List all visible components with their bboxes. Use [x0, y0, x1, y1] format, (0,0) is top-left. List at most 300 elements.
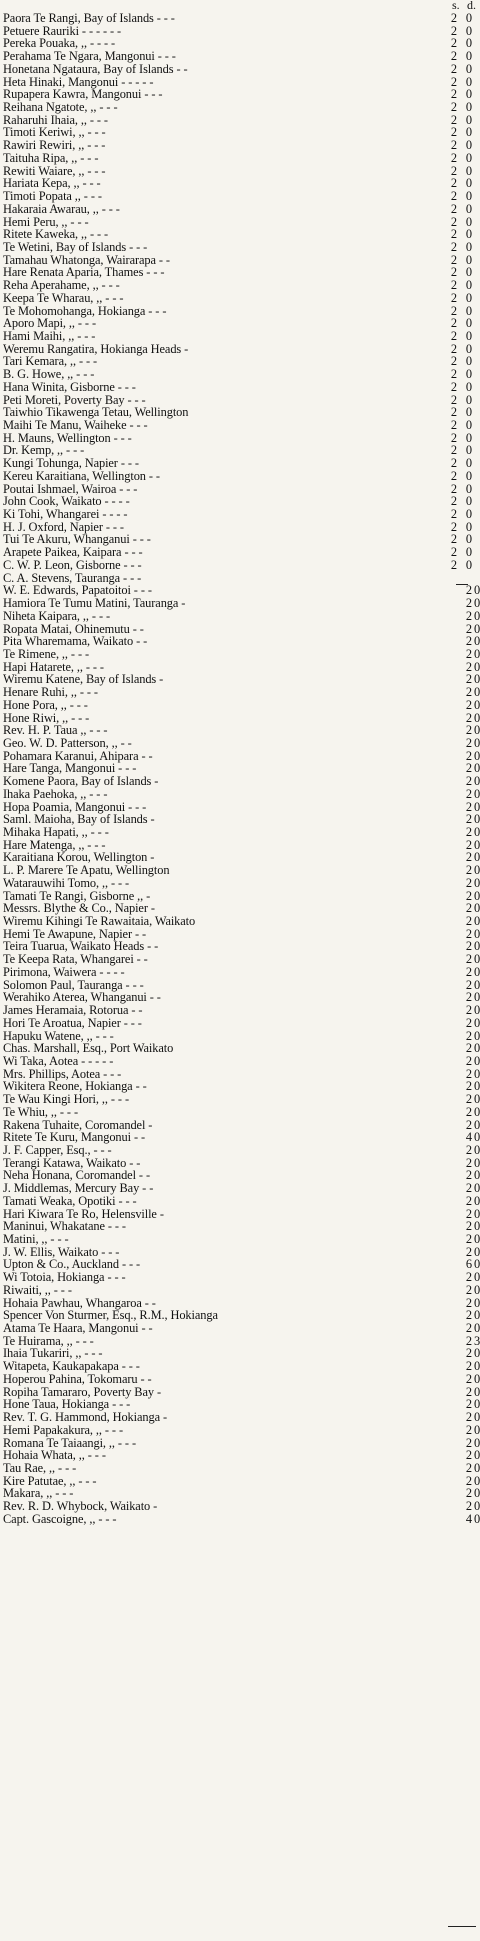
subscriber-name: Henare Ruhi, ,, - - -	[3, 685, 98, 700]
pence-amount: 0	[474, 1308, 480, 1323]
list-item	[0, 63, 478, 76]
list-item	[0, 1373, 478, 1386]
shillings-amount: 2	[465, 977, 473, 992]
shillings-amount: 2	[465, 710, 473, 725]
list-item	[0, 788, 478, 801]
list-item	[0, 1271, 478, 1284]
subscriber-name: Hone Taua, Hokianga - - -	[3, 1397, 131, 1412]
pence-amount: 0	[465, 545, 473, 560]
pence-amount: 0	[465, 405, 473, 420]
list-item	[0, 241, 478, 254]
pence-amount: 0	[474, 812, 480, 827]
pence-amount: 0	[474, 1295, 480, 1310]
pence-amount: 0	[474, 1282, 480, 1297]
list-item	[0, 1500, 478, 1513]
shillings-amount: 2	[450, 367, 458, 382]
list-item	[0, 559, 478, 572]
subscriber-name: C. W. P. Leon, Gisborne - - -	[3, 557, 142, 572]
subscriber-name: Te Huirama, ,, - - -	[3, 1333, 94, 1348]
shillings-amount: 2	[450, 163, 458, 178]
pence-amount: 0	[465, 87, 473, 102]
pence-amount: 0	[465, 328, 473, 343]
pence-amount: 0	[474, 1511, 480, 1526]
list-item	[0, 330, 478, 343]
pence-amount: 0	[474, 646, 480, 661]
pence-amount: 0	[474, 1257, 480, 1272]
pence-amount: 0	[465, 456, 473, 471]
shillings-amount: 2	[465, 1155, 473, 1170]
subscriber-name: Hana Winita, Gisborne - - -	[3, 379, 136, 394]
pence-amount: 0	[474, 1499, 480, 1514]
subscriber-name: Teira Tuarua, Waikato Heads - -	[3, 939, 159, 954]
shillings-amount: 2	[465, 939, 473, 954]
subscriber-name: Te Rimene, ,, - - -	[3, 646, 90, 661]
shillings-amount: 2	[465, 774, 473, 789]
list-item	[0, 610, 478, 623]
shillings-amount: 2	[465, 926, 473, 941]
subscriber-name: Hopa Poamia, Mangonui - - -	[3, 799, 147, 814]
shillings-amount: 2	[450, 532, 458, 547]
subscriber-name: Taiwhio Tikawenga Tetau, Wellington	[3, 405, 189, 420]
pence-amount: 0	[465, 163, 473, 178]
subscriber-name: Mrs. Phillips, Aotea - - -	[3, 1066, 122, 1081]
shillings-amount: 2	[450, 138, 458, 153]
shillings-amount: 2	[465, 1066, 473, 1081]
list-item	[0, 775, 478, 788]
subscriber-name: Hare Matenga, ,, - - -	[3, 837, 106, 852]
subscriber-name: Hohaia Whata, ,, - - -	[3, 1448, 106, 1463]
subscriber-name: Hapi Hatarete, ,, - - -	[3, 659, 104, 674]
shillings-amount: 2	[450, 379, 458, 394]
shillings-amount: 2	[450, 519, 458, 534]
subscriber-name: Perahama Te Ngara, Mangonui - - -	[3, 49, 176, 64]
shillings-amount: 2	[450, 214, 458, 229]
subscriber-name: Te Wetini, Bay of Islands - - -	[3, 239, 148, 254]
pence-amount: 0	[474, 1219, 480, 1234]
subscriber-name: Messrs. Blythe & Co., Napier -	[3, 901, 155, 916]
subscriber-name: Arapete Paikea, Kaipara - - -	[3, 545, 143, 560]
subscriber-name: Te Wau Kingi Hori, ,, - - -	[3, 1092, 129, 1107]
pence-amount: 0	[465, 379, 473, 394]
pence-amount: 0	[465, 507, 473, 522]
subscriber-name: Hoperou Pahina, Tokomaru - -	[3, 1371, 152, 1386]
subscriber-name: Makara, ,, - - -	[3, 1486, 74, 1501]
subscriber-name: Rev. R. D. Whybock, Waikato -	[3, 1499, 158, 1514]
pence-amount: 0	[474, 786, 480, 801]
list-item	[0, 546, 478, 559]
shillings-amount: 2	[465, 875, 473, 890]
pence-amount: 0	[474, 926, 480, 941]
subscriber-name: Watarauwihi Tomo, ,, - - -	[3, 875, 130, 890]
subscriber-name: Riwaiti, ,, - - -	[3, 1282, 72, 1297]
pence-amount: 0	[465, 265, 473, 280]
pence-amount: 0	[474, 1015, 480, 1030]
shillings-amount: 2	[465, 646, 473, 661]
subscriber-name: Hariata Kepa, ,, - - -	[3, 176, 101, 191]
subscriber-name: Hori Te Aroatua, Napier - - -	[3, 1015, 142, 1030]
pence-amount: 0	[474, 888, 480, 903]
list-item	[0, 1195, 478, 1208]
subscriber-name: Hemi Papakakura, ,, - - -	[3, 1422, 123, 1437]
pence-amount: 0	[474, 1053, 480, 1068]
list-item	[0, 1144, 478, 1157]
subscriber-list	[0, 12, 478, 1526]
pence-amount: 0	[474, 1270, 480, 1285]
subscriber-name: C. A. Stevens, Tauranga - - -	[3, 570, 142, 585]
subscriber-name: Maihi Te Manu, Waiheke - - -	[3, 418, 148, 432]
subscriber-name: James Heramaia, Rotorua - -	[3, 1003, 143, 1018]
pence-amount: 0	[474, 710, 480, 725]
list-item	[0, 368, 478, 381]
shillings-amount: 2	[465, 990, 473, 1005]
shillings-amount: 2	[450, 328, 458, 343]
shillings-amount: 2	[450, 74, 458, 89]
pence-amount: 0	[465, 201, 473, 216]
shillings-amount: 2	[465, 685, 473, 700]
pence-amount: 0	[474, 1003, 480, 1018]
pence-amount: 0	[474, 608, 480, 623]
shillings-amount: 2	[450, 405, 458, 420]
pence-amount: 0	[465, 100, 473, 115]
pence-amount: 0	[474, 837, 480, 852]
subscriber-name: Honetana Ngataura, Bay of Islands - -	[3, 61, 188, 76]
list-item	[0, 966, 478, 979]
shillings-amount: 2	[465, 761, 473, 776]
pence-amount: 0	[474, 583, 480, 598]
shillings-amount: 2	[465, 1422, 473, 1437]
pence-amount: 0	[474, 697, 480, 712]
shillings-amount: 2	[465, 1460, 473, 1475]
subscriber-name: Ritete Te Kuru, Mangonui - -	[3, 1130, 146, 1145]
subscriber-name: Maninui, Whakatane - - -	[3, 1219, 126, 1234]
subscriber-name: Karaitiana Korou, Wellington -	[3, 850, 155, 865]
shillings-amount: 2	[450, 176, 458, 191]
list-item	[0, 381, 478, 394]
pence-amount: 3	[474, 1333, 480, 1348]
pence-amount: 0	[474, 1422, 480, 1437]
subscriber-name: Atama Te Haara, Mangonui - -	[3, 1321, 153, 1336]
subscriber-name: Raharuhi Ihaia, ,, - - -	[3, 112, 108, 127]
shillings-amount: 2	[465, 1181, 473, 1196]
subscriber-name: J. Middlemas, Mercury Bay - -	[3, 1181, 154, 1196]
shillings-amount: 2	[450, 481, 458, 496]
shillings-header: s.	[452, 0, 460, 12]
shillings-amount: 4	[465, 1511, 473, 1526]
subscriber-name: Pereka Pouaka, ,, - - - -	[3, 36, 116, 51]
subscriber-name: Mihaka Hapati, ,, - - -	[3, 825, 109, 839]
list-item	[0, 1411, 478, 1424]
subscriber-name: Te Whiu, ,, - - -	[3, 1104, 78, 1119]
shillings-amount: 2	[465, 1053, 473, 1068]
list-item	[0, 1106, 478, 1119]
shillings-amount: 2	[450, 354, 458, 369]
shillings-amount: 2	[450, 252, 458, 267]
subscriber-name: Saml. Maioha, Bay of Islands -	[3, 812, 155, 827]
list-item	[0, 826, 478, 839]
subscriber-name: Tari Kemara, ,, - - -	[3, 354, 98, 369]
pence-amount: 0	[474, 1359, 480, 1374]
shillings-amount: 2	[450, 316, 458, 331]
pence-amount: 0	[465, 176, 473, 191]
pence-amount: 0	[465, 418, 473, 432]
pence-amount: 0	[465, 189, 473, 204]
pence-amount: 0	[474, 1155, 480, 1170]
pence-amount: 0	[465, 150, 473, 165]
shillings-amount: 2	[450, 227, 458, 242]
pence-amount: 0	[465, 481, 473, 496]
shillings-amount: 2	[465, 1003, 473, 1018]
pence-amount: 0	[474, 863, 480, 878]
subscriber-name: Ropata Matai, Ohinemutu - -	[3, 621, 144, 636]
pence-amount: 0	[474, 1435, 480, 1450]
shillings-amount: 2	[450, 418, 458, 432]
shillings-amount: 2	[450, 125, 458, 140]
pence-amount: 0	[474, 1244, 480, 1259]
shillings-amount: 2	[465, 1206, 473, 1221]
pence-amount: 0	[474, 1346, 480, 1361]
pence-amount: 0	[465, 303, 473, 318]
pence-header: d.	[467, 0, 476, 12]
list-item	[0, 101, 478, 114]
list-item	[0, 737, 478, 750]
shillings-amount: 2	[450, 430, 458, 445]
pence-amount: 0	[474, 1142, 480, 1157]
list-item	[0, 1093, 478, 1106]
pence-amount: 0	[474, 723, 480, 738]
pence-amount: 0	[474, 952, 480, 967]
subscriber-name: Wiremu Kihingi Te Rawaitaia, Waikato	[3, 914, 196, 929]
list-item	[0, 470, 478, 483]
subscriber-name: L. P. Marere Te Apatu, Wellington	[3, 863, 170, 878]
pence-amount: 0	[465, 11, 473, 25]
subscriber-name: Hakaraia Awarau, ,, - - -	[3, 201, 120, 216]
shillings-amount: 2	[465, 1282, 473, 1297]
pence-amount: 0	[474, 1321, 480, 1336]
shillings-amount: 2	[450, 443, 458, 458]
shillings-amount: 2	[450, 23, 458, 38]
subscriber-name: Hemi Peru, ,, - - -	[3, 214, 89, 229]
subscriber-name: Hone Riwi, ,, - - -	[3, 710, 90, 725]
shillings-amount: 2	[465, 1410, 473, 1425]
pence-amount: 0	[465, 430, 473, 445]
shillings-amount: 2	[450, 201, 458, 216]
list-item	[0, 1513, 478, 1526]
shillings-amount: 2	[450, 100, 458, 115]
shillings-amount: 2	[450, 392, 458, 407]
shillings-amount: 2	[465, 825, 473, 839]
shillings-amount: 2	[450, 545, 458, 560]
shillings-amount: 2	[450, 468, 458, 483]
subscriber-name: Paora Te Rangi, Bay of Islands - - -	[3, 11, 175, 25]
pence-amount: 0	[474, 850, 480, 865]
shillings-amount: 4	[465, 1130, 473, 1145]
shillings-amount: 2	[450, 112, 458, 127]
pence-amount: 0	[465, 468, 473, 483]
shillings-amount: 2	[465, 1193, 473, 1208]
list-item	[0, 190, 478, 203]
shillings-amount: 2	[465, 952, 473, 967]
subscriber-name: Wikitera Reone, Hokianga - -	[3, 1079, 147, 1094]
shillings-amount: 2	[465, 748, 473, 763]
list-item	[0, 1322, 478, 1335]
shillings-amount: 2	[450, 278, 458, 293]
subscriber-name: B. G. Howe, ,, - - -	[3, 367, 95, 382]
pence-amount: 0	[474, 901, 480, 916]
shillings-amount: 2	[465, 1448, 473, 1463]
subscriber-name: Peti Moreti, Poverty Bay - - -	[3, 392, 146, 407]
subscriber-name: Hemi Te Awapune, Napier - -	[3, 926, 147, 941]
list-item	[0, 1424, 478, 1437]
shillings-amount: 2	[465, 1015, 473, 1030]
shillings-amount: 2	[465, 1041, 473, 1056]
shillings-amount: 2	[465, 1028, 473, 1043]
shillings-amount: 2	[450, 150, 458, 165]
subscriber-name: Tui Te Akuru, Whanganui - - -	[3, 532, 151, 547]
shillings-amount: 2	[465, 735, 473, 750]
shillings-amount: 2	[465, 1371, 473, 1386]
shillings-amount: 2	[465, 608, 473, 623]
pence-amount: 0	[474, 1130, 480, 1145]
shillings-amount: 2	[450, 557, 458, 572]
pence-amount: 0	[474, 1448, 480, 1463]
pence-amount: 0	[474, 1168, 480, 1183]
list-item	[0, 508, 478, 521]
shillings-amount: 2	[465, 672, 473, 687]
pence-amount: 0	[465, 214, 473, 229]
subscriber-name: Pita Wharemama, Waikato - -	[3, 634, 148, 649]
subscriber-name: Poutai Ishmael, Wairoa - - -	[3, 481, 138, 496]
pence-amount: 0	[465, 74, 473, 89]
shillings-amount: 2	[450, 11, 458, 25]
subscriber-name: Ihaia Tukariri, ,, - - -	[3, 1346, 103, 1361]
subscriber-name: Hare Renata Aparia, Thames - - -	[3, 265, 165, 280]
shillings-amount: 2	[465, 1321, 473, 1336]
pence-amount: 0	[474, 1397, 480, 1412]
subscriber-name: Dr. Kemp, ,, - - -	[3, 443, 85, 458]
shillings-amount: 2	[465, 1333, 473, 1348]
list-item	[0, 1220, 478, 1233]
pence-amount: 0	[474, 1206, 480, 1221]
subscriber-name: John Cook, Waikato - - - -	[3, 494, 130, 509]
pence-amount: 0	[465, 341, 473, 356]
shillings-amount: 2	[465, 1384, 473, 1399]
shillings-amount: 2	[465, 583, 473, 598]
subscriber-name: Kungi Tohunga, Napier - - -	[3, 456, 139, 471]
subscriber-name: Rev. T. G. Hammond, Hokianga -	[3, 1410, 168, 1425]
shillings-amount: 2	[450, 36, 458, 51]
list-item	[0, 953, 478, 966]
shillings-amount: 2	[450, 494, 458, 509]
subscriber-name: Chas. Marshall, Esq., Port Waikato	[3, 1041, 174, 1056]
subscriber-name: Romana Te Taiaangi, ,, - - -	[3, 1435, 136, 1450]
list-item	[0, 1360, 478, 1373]
shillings-amount: 2	[465, 863, 473, 878]
pence-amount: 0	[465, 557, 473, 572]
pence-amount: 0	[465, 392, 473, 407]
pence-amount: 0	[474, 1079, 480, 1094]
list-item	[0, 1182, 478, 1195]
shillings-amount: 2	[465, 1397, 473, 1412]
pence-amount: 0	[465, 36, 473, 51]
pence-amount: 0	[474, 964, 480, 979]
shillings-amount: 2	[465, 1232, 473, 1246]
pence-amount: 0	[474, 799, 480, 814]
list-item	[0, 597, 478, 610]
shillings-amount: 2	[465, 1219, 473, 1234]
subscriber-name: Hare Tanga, Mangonui - - -	[3, 761, 137, 776]
list-item	[0, 686, 478, 699]
shillings-amount: 2	[465, 812, 473, 827]
subscriber-name: Petuere Rauriki - - - - - -	[3, 23, 122, 38]
pence-amount: 0	[474, 875, 480, 890]
pence-amount: 0	[474, 1460, 480, 1475]
pence-amount: 0	[474, 685, 480, 700]
pence-amount: 0	[474, 1384, 480, 1399]
subscriber-name: Heta Hinaki, Mangonui - - - - -	[3, 74, 154, 89]
pence-amount: 0	[474, 1181, 480, 1196]
subscriber-name: Tamati Te Rangi, Gisborne ,, -	[3, 888, 151, 903]
subscriber-name: Rawiri Rewiri, ,, - - -	[3, 138, 106, 153]
subscriber-name: Wiremu Katene, Bay of Islands -	[3, 672, 164, 687]
pence-amount: 0	[474, 1193, 480, 1208]
pence-amount: 0	[465, 23, 473, 38]
shillings-amount: 2	[465, 799, 473, 814]
pence-amount: 0	[474, 1041, 480, 1056]
pence-amount: 0	[474, 1104, 480, 1119]
shillings-amount: 2	[465, 901, 473, 916]
subscriber-name: Aporo Mapi, ,, - - -	[3, 316, 96, 331]
pence-amount: 0	[465, 278, 473, 293]
shillings-amount: 2	[465, 634, 473, 649]
subscriber-name: Taituha Ripa, ,, - - -	[3, 150, 99, 165]
shillings-amount: 2	[465, 1359, 473, 1374]
shillings-amount: 2	[465, 1142, 473, 1157]
pence-amount: 0	[465, 316, 473, 331]
shillings-amount: 2	[465, 1244, 473, 1259]
list-item	[0, 457, 478, 470]
subscriber-name: Timoti Popata ,, - - -	[3, 189, 102, 204]
subscriber-name: Keepa Te Wharau, ,, - - -	[3, 290, 124, 305]
shillings-amount: 2	[450, 341, 458, 356]
pence-amount: 0	[474, 735, 480, 750]
subscriber-name: Te Keepa Rata, Whangarei - -	[3, 952, 148, 967]
pence-amount: 0	[465, 252, 473, 267]
pence-amount: 0	[474, 672, 480, 687]
shillings-amount: 2	[465, 1270, 473, 1285]
pence-amount: 0	[465, 239, 473, 254]
subscriber-name: Pohamara Karanui, Ahipara - -	[3, 748, 153, 763]
pence-amount: 0	[474, 1486, 480, 1501]
pence-amount: 0	[474, 825, 480, 839]
list-item	[0, 139, 478, 152]
pence-amount: 0	[465, 354, 473, 369]
pence-amount: 0	[465, 532, 473, 547]
list-item	[0, 50, 478, 63]
subscriber-name: Weremu Rangatira, Hokianga Heads -	[3, 341, 189, 356]
subscriber-name: Timoti Keriwi, ,, - - -	[3, 125, 106, 140]
shillings-amount: 2	[465, 888, 473, 903]
shillings-amount: 2	[465, 621, 473, 636]
shillings-amount: 2	[450, 239, 458, 254]
subscriber-name: Witapeta, Kaukapakapa - - -	[3, 1359, 140, 1374]
list-item	[0, 915, 478, 928]
subtotal-rule	[456, 584, 468, 585]
list-item	[0, 1462, 478, 1475]
shillings-amount: 2	[450, 87, 458, 102]
shillings-amount: 2	[450, 290, 458, 305]
pence-amount: 0	[474, 1117, 480, 1132]
pence-amount: 0	[465, 367, 473, 382]
